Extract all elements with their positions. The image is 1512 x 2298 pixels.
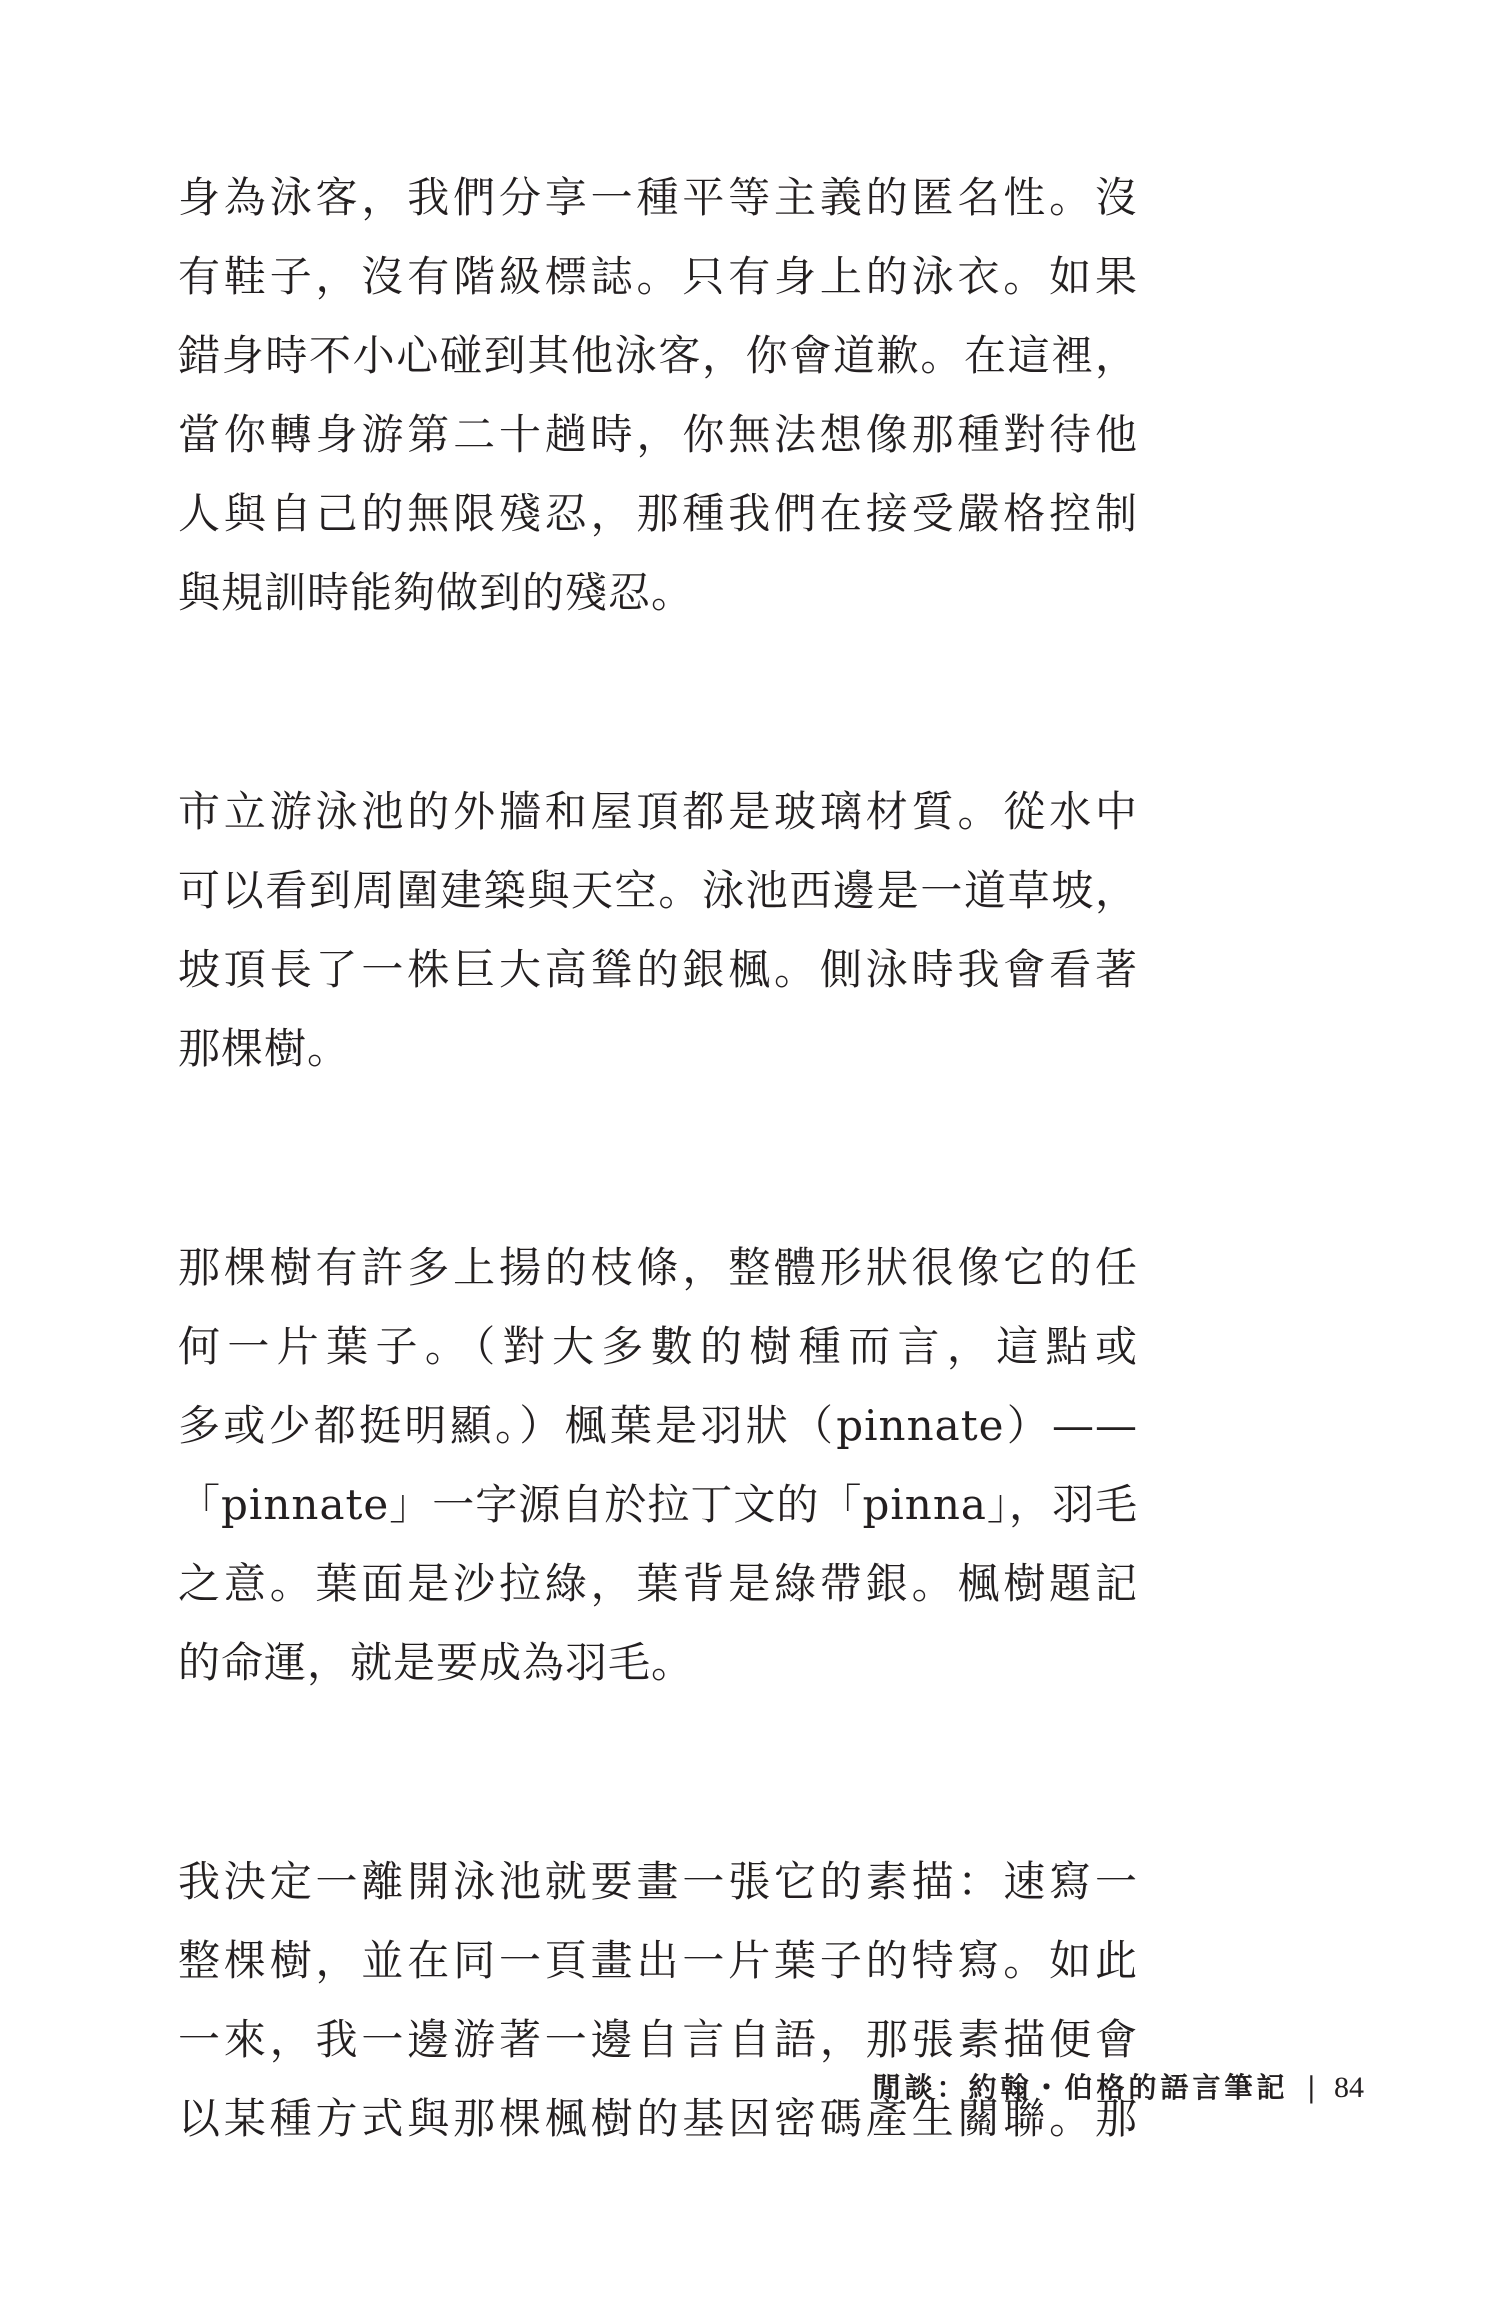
text-line: 以某種方式與那棵楓樹的基因密碼產生關聯。那	[178, 2094, 1138, 2143]
paragraph-1	[178, 158, 1138, 632]
text-line: 人與自己的無限殘忍，那種我們在接受嚴格控制	[178, 489, 1138, 538]
text-line: 可以看到周圍建築與天空。泳池西邊是一道草坡，	[178, 866, 1138, 915]
text-line: 坡頂長了一株巨大高聳的銀楓。側泳時我會看著	[178, 945, 1138, 994]
text-line: 一來，我一邊游著一邊自言自語，那張素描便會	[178, 2015, 1138, 2064]
page-number: 84	[1334, 2071, 1364, 2104]
text-line: 與規訓時能夠做到的殘忍。	[178, 568, 695, 617]
text-line: 我決定一離開泳池就要畫一張它的素描：速寫一	[178, 1857, 1138, 1906]
text-line: 「pinnate」一字源自於拉丁文的「pinna」，羽毛	[178, 1480, 1138, 1529]
text-line: 何一片葉子。（對大多數的樹種而言，這點或	[178, 1322, 1138, 1371]
text-line: 之意。葉面是沙拉綠，葉背是綠帶銀。楓樹題記	[178, 1559, 1138, 1608]
text-line: 多或少都挺明顯。）楓葉是羽狀（pinnate）——	[178, 1401, 1138, 1450]
paragraph-3	[178, 1228, 1138, 1702]
text-line: 市立游泳池的外牆和屋頂都是玻璃材質。從水中	[178, 787, 1138, 836]
text-line: 錯身時不小心碰到其他泳客，你會道歉。在這裡，	[178, 331, 1138, 380]
text-line: 身為泳客，我們分享一種平等主義的匿名性。沒	[178, 173, 1138, 222]
text-line: 整棵樹，並在同一頁畫出一片葉子的特寫。如此	[178, 1936, 1138, 1985]
running-footer	[873, 2058, 1364, 2118]
text-line: 那棵樹有許多上揚的枝條，整體形狀很像它的任	[178, 1243, 1138, 1292]
text-line: 當你轉身游第二十趟時，你無法想像那種對待他	[178, 410, 1138, 459]
page-body	[178, 158, 1138, 2298]
running-title: 閒談：約翰・伯格的語言筆記	[872, 2071, 1289, 2104]
text-line: 有鞋子，沒有階級標誌。只有身上的泳衣。如果	[178, 252, 1138, 301]
text-line: 那棵樹。	[178, 1024, 351, 1073]
footer-separator: |	[1306, 2071, 1316, 2104]
text-line: 的命運，就是要成為羽毛。	[178, 1638, 695, 1687]
paragraph-2	[178, 772, 1138, 1088]
